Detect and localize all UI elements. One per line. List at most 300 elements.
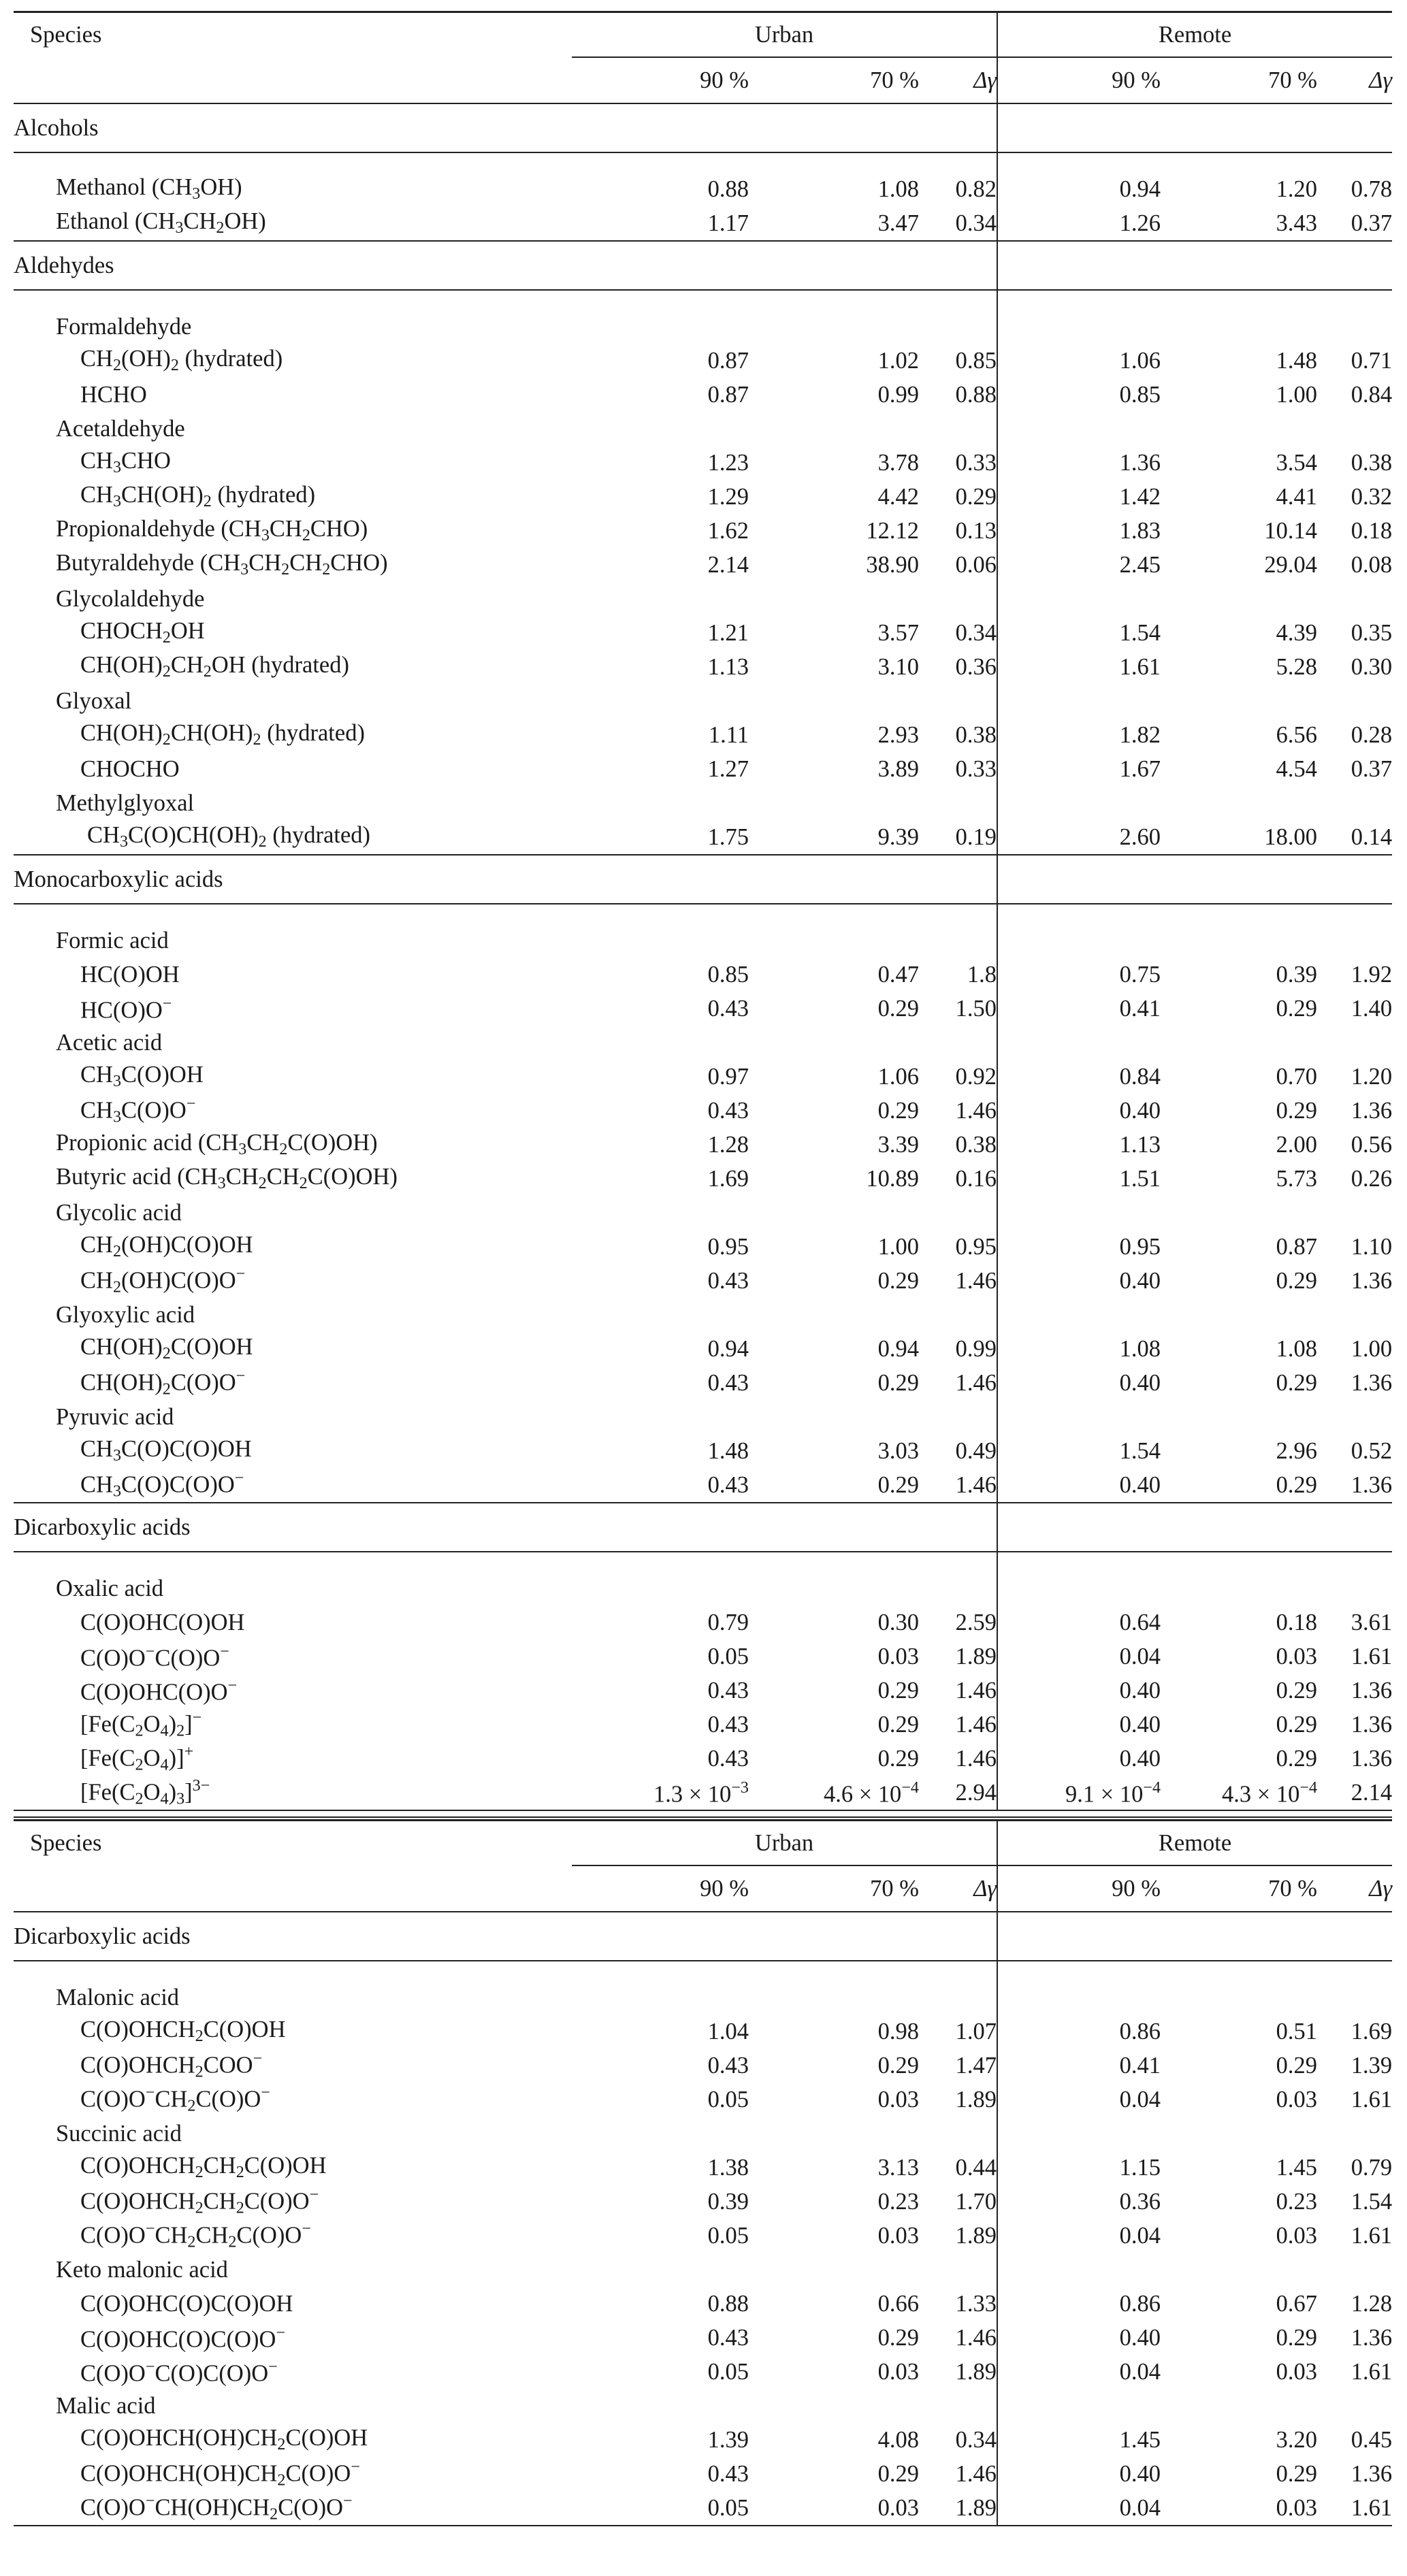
activity-coefficient-table-part-1 — [14, 11, 1392, 1811]
remote-70-value: 0.03 — [1276, 1643, 1318, 1669]
section-row — [14, 241, 1392, 290]
species-label: $CH_3C(O)C(O)O^-$ — [80, 1469, 244, 1501]
urban-70-value: 0.29 — [877, 1369, 919, 1396]
blank-cell — [572, 1298, 997, 1332]
urban-90-value: 0.39 — [707, 2188, 749, 2215]
compound-name: Glycolaldehyde — [56, 585, 205, 612]
blank-cell — [14, 1961, 572, 1980]
urban-70-value: 0.29 — [877, 2052, 919, 2078]
urban-90-value: 0.43 — [707, 2052, 749, 2078]
blank-cell — [997, 582, 1392, 616]
remote-90-value: 0.85 — [1119, 381, 1161, 408]
remote-70-value: 0.87 — [1276, 1233, 1318, 1260]
table-row — [14, 1468, 1392, 1503]
urban-90-value: 1.29 — [707, 483, 749, 510]
urban-delta-gamma-value: 1.89 — [919, 1640, 997, 1674]
remote-delta-gamma-value: 1.36 — [1351, 2460, 1393, 2487]
remote-70-value: 0.29 — [1276, 1369, 1318, 1396]
activity-coefficient-table-part-2 — [14, 1819, 1392, 2526]
remote-delta-gamma-value: 1.61 — [1317, 2491, 1392, 2526]
urban-delta-gamma-value: 1.46 — [919, 1742, 997, 1776]
remote-90-value: 1.06 — [1119, 347, 1161, 374]
urban-90-value: 0.94 — [707, 1335, 749, 1362]
urban-delta-gamma-value: 0.85 — [919, 344, 997, 378]
urban-delta-gamma-value: 0.38 — [919, 718, 997, 752]
urban-90-value: $1.3 \times 10^{-3}$ — [572, 1776, 749, 1810]
remote-delta-gamma-value: 1.36 — [1351, 1369, 1393, 1396]
urban-90-value: 1.04 — [707, 2018, 749, 2044]
urban-70-value: 3.47 — [877, 210, 919, 236]
table-row — [14, 1776, 1392, 1810]
blank-cell — [572, 924, 997, 958]
remote-70-value: 5.28 — [1276, 653, 1318, 680]
urban-70-value: 0.29 — [877, 1471, 919, 1498]
species-label: $C(O)O^-CH_2CH_2C(O)O^-$ — [80, 2219, 311, 2251]
species-label: $CH(OH)_2C(O)OH$ — [80, 1334, 253, 1363]
urban-90-value: 0.43 — [707, 1711, 749, 1738]
remote-delta-gamma-value: 0.78 — [1351, 176, 1393, 202]
species-label: $C(O)OHCH(OH)CH_2C(O)O^-$ — [80, 2458, 360, 2490]
urban-90-value: 2.14 — [707, 551, 749, 578]
blank-cell — [572, 904, 997, 924]
table-row — [14, 650, 1392, 684]
remote-delta-gamma-value: 1.92 — [1351, 961, 1393, 988]
blank-cell — [997, 290, 1392, 310]
blank-cell — [997, 786, 1392, 820]
section-title: Aldehydes — [14, 241, 572, 290]
remote-70-value: 4.39 — [1276, 619, 1318, 646]
compound-group-row — [14, 2389, 1392, 2423]
blank-cell — [572, 1552, 997, 1571]
remote-delta-gamma-value: 1.00 — [1351, 1335, 1393, 1362]
blank-cell — [997, 1571, 1392, 1605]
urban-70-value: $4.6 \times 10^{-4}$ — [749, 1776, 919, 1810]
remote-90-value: 1.51 — [1119, 1165, 1161, 1192]
remote-70-value: 5.73 — [1276, 1165, 1318, 1192]
urban-delta-gamma-value: 0.36 — [919, 650, 997, 684]
table-row — [14, 1674, 1392, 1708]
urban-group-header: Urban — [572, 12, 997, 58]
remote-delta-gamma-value: 0.37 — [1351, 210, 1393, 236]
urban-90-value: 0.43 — [707, 2460, 749, 2487]
remote-delta-gamma-value: 0.30 — [1351, 653, 1393, 680]
urban-delta-gamma-value: 1.8 — [919, 958, 997, 992]
blank-cell — [997, 1912, 1392, 1961]
remote-70-value: 1.45 — [1276, 2154, 1318, 2181]
remote-delta-gamma-value: 0.08 — [1351, 551, 1393, 578]
urban-70-header: 70 % — [749, 57, 919, 103]
blank-cell — [572, 2117, 997, 2151]
urban-delta-gamma-value: 1.89 — [919, 2083, 997, 2117]
urban-90-value: 0.85 — [707, 961, 749, 988]
remote-90-value: 0.40 — [1119, 1471, 1161, 1498]
remote-delta-gamma-value: 1.36 — [1351, 2324, 1393, 2351]
remote-70-value: 4.41 — [1276, 483, 1318, 510]
urban-70-value: 0.29 — [877, 1097, 919, 1124]
remote-delta-gamma-value: 1.10 — [1351, 1233, 1393, 1260]
blank-cell — [997, 152, 1392, 172]
remote-70-value: 3.43 — [1276, 210, 1318, 236]
urban-90-value: 1.48 — [707, 1437, 749, 1464]
urban-70-value: 0.29 — [877, 2324, 919, 2351]
blank-cell — [997, 2253, 1392, 2287]
species-label: Butyraldehyde $(CH_3CH_2CH_2CHO)$ — [56, 550, 388, 579]
urban-delta-gamma-value: 0.16 — [919, 1162, 997, 1196]
table-row — [14, 1708, 1392, 1742]
urban-70-value: 0.99 — [877, 381, 919, 408]
urban-90-value: 0.05 — [707, 2222, 749, 2249]
urban-70-value: 0.29 — [877, 2460, 919, 2487]
remote-90-value: 0.04 — [1119, 1643, 1161, 1669]
urban-70-value: 0.29 — [877, 1267, 919, 1294]
urban-delta-gamma-value: 1.50 — [919, 992, 997, 1026]
remote-90-value: 1.26 — [1119, 210, 1161, 236]
remote-delta-gamma-value: 0.32 — [1351, 483, 1393, 510]
species-label: $CH(OH)_2CH(OH)_2$ (hydrated) — [80, 720, 365, 749]
remote-group-header: Remote — [997, 1821, 1392, 1866]
remote-delta-gamma-header: Δγ — [1317, 57, 1392, 103]
compound-name: Formaldehyde — [56, 313, 192, 340]
remote-90-value: 2.60 — [1119, 824, 1161, 850]
species-label: C(O)OHC(O)C(O)OH — [80, 2290, 293, 2317]
urban-90-value: 0.43 — [707, 1745, 749, 1772]
blank-cell — [997, 924, 1392, 958]
urban-70-value: 0.03 — [877, 2086, 919, 2113]
remote-70-value: 0.29 — [1276, 1711, 1318, 1738]
urban-70-value: 0.98 — [877, 2018, 919, 2044]
urban-delta-gamma-value: 1.46 — [919, 1468, 997, 1503]
table-row — [14, 1060, 1392, 1094]
remote-90-value: 1.42 — [1119, 483, 1161, 510]
table-row — [14, 1094, 1392, 1128]
urban-delta-gamma-value: 2.94 — [919, 1776, 997, 1810]
table-row — [14, 480, 1392, 514]
table-row — [14, 1605, 1392, 1640]
urban-90-value: 0.97 — [707, 1063, 749, 1090]
urban-delta-gamma-value: 0.33 — [919, 752, 997, 786]
compound-group-row — [14, 1400, 1392, 1434]
species-label: $CH_3C(O)CH(OH)_2$ (hydrated) — [87, 822, 371, 851]
species-label: $CH_2(OH)C(O)O^-$ — [80, 1265, 246, 1297]
blank-cell — [997, 904, 1392, 924]
remote-70-value: 2.96 — [1276, 1437, 1318, 1464]
remote-delta-gamma-value: 1.36 — [1351, 1677, 1393, 1703]
table-row — [14, 344, 1392, 378]
urban-90-value: 1.13 — [707, 653, 749, 680]
remote-90-value: 0.40 — [1119, 2460, 1161, 2487]
blank-cell — [997, 310, 1392, 344]
remote-70-value: 0.03 — [1276, 2358, 1318, 2385]
blank-cell — [14, 57, 572, 103]
remote-70-value: 18.00 — [1264, 824, 1318, 850]
species-label: $C(O)OHCH_2C(O)OH$ — [80, 2017, 286, 2046]
remote-90-value: 0.04 — [1119, 2086, 1161, 2113]
remote-delta-gamma-value: 1.54 — [1351, 2188, 1393, 2215]
remote-delta-gamma-value: 1.61 — [1351, 2358, 1393, 2385]
compound-group-row — [14, 2117, 1392, 2151]
remote-90-value: 1.08 — [1119, 1335, 1161, 1362]
urban-delta-gamma-value: 0.99 — [919, 1332, 997, 1366]
remote-70-value: 29.04 — [1264, 551, 1318, 578]
remote-90-value: 0.40 — [1119, 1267, 1161, 1294]
urban-90-value: 0.87 — [707, 347, 749, 374]
table-row — [14, 2355, 1392, 2389]
remote-90-value: 0.41 — [1119, 2052, 1161, 2078]
urban-70-value: 10.89 — [866, 1165, 919, 1192]
remote-90-value: 0.94 — [1119, 176, 1161, 202]
urban-delta-gamma-value: 0.44 — [919, 2151, 997, 2185]
blank-cell — [572, 412, 997, 446]
table-row — [14, 616, 1392, 650]
blank-cell — [997, 684, 1392, 718]
urban-delta-gamma-value: 1.33 — [919, 2287, 997, 2321]
species-label: $C(O)OHCH_2CH_2C(O)O^-$ — [80, 2185, 319, 2217]
remote-delta-gamma-value: 0.28 — [1351, 721, 1393, 748]
compound-name: Malonic acid — [56, 1984, 180, 2010]
urban-70-value: 1.02 — [877, 347, 919, 374]
remote-90-value: 1.54 — [1119, 619, 1161, 646]
table-row — [14, 2321, 1392, 2355]
remote-90-value: 0.41 — [1119, 995, 1161, 1022]
spacer-row — [14, 1961, 1392, 1980]
urban-70-value: 0.03 — [877, 2222, 919, 2249]
urban-delta-gamma-value: 1.89 — [919, 2219, 997, 2253]
remote-delta-gamma-value: 1.36 — [1351, 1711, 1393, 1738]
urban-70-value: 0.03 — [877, 1643, 919, 1669]
remote-90-value: 1.82 — [1119, 721, 1161, 748]
spacer-row — [14, 152, 1392, 172]
species-label: $C(O)OHCH_2COO^-$ — [80, 2049, 263, 2081]
remote-90-value: 1.83 — [1119, 517, 1161, 544]
compound-name: Methylglyoxal — [56, 789, 195, 816]
blank-cell — [572, 1026, 997, 1060]
blank-cell — [997, 1552, 1392, 1571]
section-title: Alcohols — [14, 103, 572, 152]
blank-cell — [572, 290, 997, 310]
urban-90-value: 0.43 — [707, 1097, 749, 1124]
urban-delta-gamma-value: 1.46 — [919, 2457, 997, 2491]
urban-delta-gamma-value: 0.92 — [919, 1060, 997, 1094]
blank-cell — [572, 1503, 997, 1552]
remote-70-value: 1.08 — [1276, 1335, 1318, 1362]
table-row — [14, 1434, 1392, 1468]
remote-delta-gamma-value: 1.69 — [1351, 2018, 1393, 2044]
urban-70-value: 0.29 — [877, 1677, 919, 1703]
urban-70-value: 3.89 — [877, 755, 919, 782]
species-label: Propionic acid $(CH_3CH_2C(O)OH)$ — [56, 1130, 378, 1159]
header-row — [14, 12, 1392, 58]
species-label: $C(O)OHCH_2CH_2C(O)OH$ — [80, 2153, 327, 2182]
remote-delta-gamma-value: 0.35 — [1351, 619, 1393, 646]
species-label: HC(O)OH — [80, 961, 180, 988]
urban-delta-gamma-value: 1.47 — [919, 2049, 997, 2083]
blank-cell — [572, 855, 997, 904]
remote-delta-gamma-value: 0.26 — [1351, 1165, 1393, 1192]
spacer-row — [14, 290, 1392, 310]
urban-70-value: 9.39 — [877, 824, 919, 850]
subheader-row — [14, 57, 1392, 103]
urban-70-value: 0.03 — [749, 2491, 919, 2526]
remote-70-value: 4.54 — [1276, 755, 1318, 782]
remote-delta-gamma-value: 1.36 — [1351, 1745, 1393, 1772]
compound-group-row — [14, 2253, 1392, 2287]
remote-70-value: 0.29 — [1276, 995, 1318, 1022]
species-label: C(O)O−C(O)O− — [80, 1642, 229, 1671]
remote-70-value: 0.51 — [1276, 2018, 1318, 2044]
species-label: $CH_3C(O)C(O)OH$ — [80, 1436, 252, 1465]
blank-cell — [997, 855, 1392, 904]
table-row — [14, 378, 1392, 412]
remote-90-value: 0.95 — [1119, 1233, 1161, 1260]
urban-70-value: 0.03 — [877, 2358, 919, 2385]
urban-90-value: 1.21 — [707, 619, 749, 646]
remote-delta-gamma-value: 1.20 — [1351, 1063, 1393, 1090]
urban-90-value: 0.87 — [707, 381, 749, 408]
species-label: $[Fe(C_2O_4)_2]^-$ — [80, 1708, 202, 1740]
remote-70-value: 0.29 — [1276, 1267, 1318, 1294]
blank-cell — [572, 2253, 997, 2287]
remote-70-value: 1.00 — [1276, 381, 1318, 408]
table-row — [14, 1640, 1392, 1674]
compound-group-row — [14, 310, 1392, 344]
urban-delta-gamma-value: 1.46 — [919, 1264, 997, 1298]
remote-90-value: 0.04 — [997, 2491, 1161, 2526]
urban-delta-gamma-value: 0.82 — [919, 172, 997, 206]
remote-delta-gamma-value: 0.56 — [1351, 1131, 1393, 1158]
remote-70-value: 0.29 — [1276, 2460, 1318, 2487]
remote-90-value: 0.40 — [1119, 1745, 1161, 1772]
remote-delta-gamma-value: 1.40 — [1351, 995, 1393, 1022]
table-row — [14, 820, 1392, 855]
urban-70-value: 38.90 — [866, 551, 919, 578]
urban-delta-gamma-value: 1.46 — [919, 2321, 997, 2355]
urban-90-value: 0.05 — [707, 1643, 749, 1669]
remote-delta-gamma-value: 1.61 — [1351, 2086, 1393, 2113]
remote-90-value: 1.36 — [1119, 449, 1161, 476]
remote-70-value: 0.29 — [1276, 2052, 1318, 2078]
table-row — [14, 718, 1392, 752]
compound-group-row — [14, 1026, 1392, 1060]
table-row — [14, 1742, 1392, 1776]
remote-70-value: 0.39 — [1276, 961, 1318, 988]
species-label: $[Fe(C_2O_4)]^+$ — [80, 1742, 194, 1774]
table-row — [14, 1366, 1392, 1400]
remote-delta-gamma-value: 0.37 — [1351, 755, 1393, 782]
remote-90-value: 1.15 — [1119, 2154, 1161, 2181]
urban-90-header: 90 % — [572, 1865, 749, 1912]
remote-delta-gamma-value: 1.28 — [1351, 2290, 1393, 2317]
urban-90-value: 1.75 — [707, 824, 749, 850]
remote-90-value: 1.61 — [1119, 653, 1161, 680]
remote-delta-gamma-value: 1.36 — [1351, 1267, 1393, 1294]
urban-delta-gamma-value: 0.13 — [919, 514, 997, 548]
urban-70-value: 0.30 — [877, 1609, 919, 1635]
remote-delta-gamma-value: 0.79 — [1351, 2154, 1393, 2181]
table-row — [14, 548, 1392, 582]
urban-70-value: 0.94 — [877, 1335, 919, 1362]
remote-70-value: 0.03 — [1276, 2086, 1318, 2113]
table-row — [14, 958, 1392, 992]
urban-70-value: 4.42 — [877, 483, 919, 510]
remote-90-value: 0.04 — [1119, 2358, 1161, 2385]
remote-90-value: 0.40 — [1119, 1677, 1161, 1703]
compound-group-row — [14, 1980, 1392, 2015]
species-label: Butyric acid $(CH_3CH_2CH_2C(O)OH)$ — [56, 1164, 398, 1193]
species-label: $CHOCH_2OH$ — [80, 618, 205, 647]
urban-70-value: 3.57 — [877, 619, 919, 646]
blank-cell — [14, 904, 572, 924]
urban-70-value: 0.47 — [877, 961, 919, 988]
blank-cell — [997, 1980, 1392, 2015]
urban-70-value: 2.93 — [877, 721, 919, 748]
compound-name: Formic acid — [56, 927, 169, 953]
compound-group-row — [14, 412, 1392, 446]
remote-delta-gamma-value: 1.36 — [1351, 1097, 1393, 1124]
urban-delta-gamma-value: 1.46 — [919, 1366, 997, 1400]
urban-90-value: 0.05 — [707, 2086, 749, 2113]
urban-delta-gamma-value: 0.38 — [919, 1128, 997, 1162]
remote-70-value: 0.03 — [1161, 2491, 1317, 2526]
remote-90-value: 1.45 — [1119, 2426, 1161, 2453]
compound-group-row — [14, 786, 1392, 820]
compound-group-row — [14, 1571, 1392, 1605]
urban-90-value: 0.43 — [707, 1369, 749, 1396]
urban-90-value: 1.17 — [707, 210, 749, 236]
blank-cell — [997, 1961, 1392, 1980]
remote-delta-gamma-value: 0.38 — [1351, 449, 1393, 476]
compound-name: Keto malonic acid — [56, 2256, 228, 2283]
urban-70-value: 1.00 — [877, 1233, 919, 1260]
table-row — [14, 1264, 1392, 1298]
urban-delta-gamma-value: 0.34 — [919, 206, 997, 241]
urban-group-header: Urban — [572, 1821, 997, 1866]
remote-delta-gamma-value: 1.39 — [1351, 2052, 1393, 2078]
remote-70-value: $4.3 \times 10^{-4}$ — [1161, 1776, 1317, 1810]
blank-cell — [997, 1503, 1392, 1552]
compound-name: Glyoxal — [56, 687, 132, 714]
urban-delta-gamma-value: 1.89 — [919, 2355, 997, 2389]
table-row — [14, 2151, 1392, 2185]
remote-delta-gamma-value: 3.61 — [1351, 1609, 1393, 1635]
blank-cell — [572, 310, 997, 344]
urban-70-value: 3.10 — [877, 653, 919, 680]
urban-delta-gamma-value: 0.34 — [919, 2423, 997, 2457]
remote-delta-gamma-header: Δγ — [1317, 1865, 1392, 1912]
remote-70-value: 0.29 — [1276, 2324, 1318, 2351]
urban-delta-gamma-value: 1.89 — [919, 2491, 997, 2526]
compound-name: Glycolic acid — [56, 1199, 182, 1226]
blank-cell — [572, 152, 997, 172]
species-label: $CH_2(OH)C(O)OH$ — [80, 1232, 253, 1261]
remote-90-value: 1.54 — [1119, 1437, 1161, 1464]
remote-90-value: 0.04 — [1119, 2222, 1161, 2249]
remote-70-value: 0.29 — [1276, 1471, 1318, 1498]
table-row — [14, 206, 1392, 241]
urban-delta-gamma-value: 0.95 — [919, 1230, 997, 1264]
urban-90-header: 90 % — [572, 57, 749, 103]
compound-name: Acetaldehyde — [56, 415, 185, 442]
remote-70-value: 0.23 — [1276, 2188, 1318, 2215]
blank-cell — [997, 103, 1392, 152]
remote-70-header: 70 % — [1161, 1865, 1317, 1912]
remote-90-header: 90 % — [997, 1865, 1161, 1912]
remote-group-header: Remote — [997, 12, 1392, 58]
urban-70-value: 1.06 — [877, 1063, 919, 1090]
blank-cell — [572, 1912, 997, 1961]
blank-cell — [572, 1400, 997, 1434]
remote-70-value: 10.14 — [1264, 517, 1318, 544]
urban-delta-gamma-value: 0.34 — [919, 616, 997, 650]
